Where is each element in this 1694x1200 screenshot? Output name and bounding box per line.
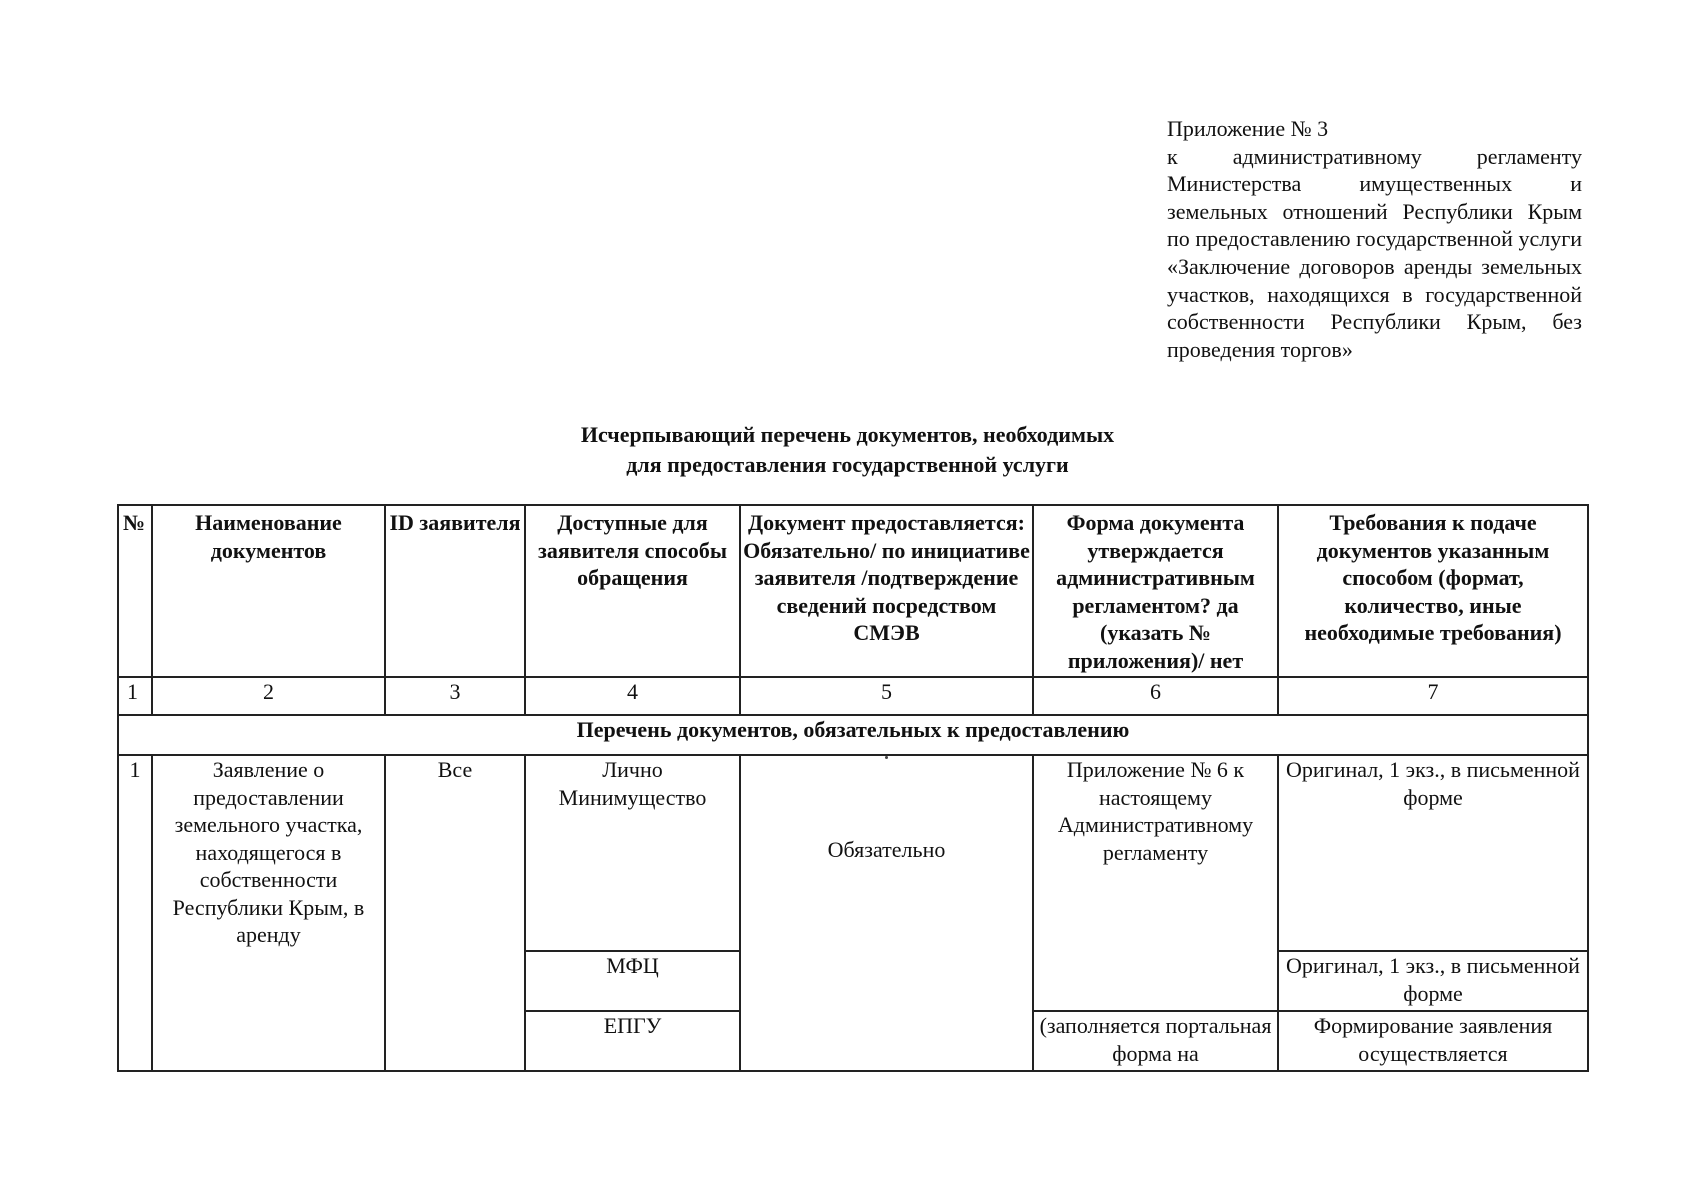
column-number: 5 <box>740 677 1033 715</box>
column-number: 7 <box>1278 677 1588 715</box>
section-title: Перечень документов, обязательных к предоставлению <box>118 715 1588 755</box>
column-number: 6 <box>1033 677 1278 715</box>
document-title <box>440 420 1255 480</box>
annex-title: Приложение № 3 <box>1167 116 1329 141</box>
applicant-id-cell: Все <box>385 755 525 1071</box>
table-header-row <box>118 505 1588 677</box>
table-row <box>118 755 1588 951</box>
provision-cell <box>740 755 1033 1071</box>
header-requirements: Требования к подаче документов указанным способом (формат, количество, иные необходимые требования) <box>1278 505 1588 677</box>
stray-mark <box>885 756 888 759</box>
annex-text: к административному регламенту Министерства имущественных и земельных отношений Республики Крым по предоставлению государственной услуги «Заключение договоров аренды земельных участков, находящихся в государственной собственности Республики Крым, без проведения торгов» <box>1167 143 1582 362</box>
document-name-cell: Заявление о предоставлении земельного участка, находящегося в собственности Республики Крым, в аренду <box>152 755 385 1071</box>
row-number: 1 <box>118 755 152 1071</box>
form-cell: Приложение № 6 к настоящему Административному регламенту <box>1033 755 1278 1011</box>
header-methods: Доступные для заявителя способы обращения <box>525 505 740 677</box>
annex-block <box>1167 115 1582 363</box>
requirements-epgu-cell: Формирование заявления осуществляется <box>1278 1011 1588 1071</box>
column-number: 1 <box>118 677 152 715</box>
method-in-person-cell: Лично Минимущество <box>525 755 740 951</box>
header-form: Форма документа утверждается административным регламентом? да (указать № приложения)/ нет <box>1033 505 1278 677</box>
header-provision: Документ предоставляется: Обязательно/ по инициативе заявителя /подтверждение сведений посредством СМЭВ <box>740 505 1033 677</box>
document-title-line-1: Исчерпывающий перечень документов, необходимых <box>580 422 1115 447</box>
header-applicant-id: ID заявителя <box>385 505 525 677</box>
header-document-name: Наименование документов <box>152 505 385 677</box>
provision-spacer <box>743 756 1030 816</box>
column-number: 4 <box>525 677 740 715</box>
document-title-line-2: для предоставления государственной услуги <box>626 452 1069 477</box>
column-number-row <box>118 677 1588 715</box>
section-row <box>118 715 1588 755</box>
provision-text: Обязательно <box>827 837 946 862</box>
form-epgu-cell: (заполняется портальная форма на <box>1033 1011 1278 1071</box>
requirements-mfc-cell: Оригинал, 1 экз., в письменной форме <box>1278 951 1588 1011</box>
method-mfc-cell: МФЦ <box>525 951 740 1011</box>
column-number: 3 <box>385 677 525 715</box>
requirements-in-person-cell: Оригинал, 1 экз., в письменной форме <box>1278 755 1588 951</box>
column-number: 2 <box>152 677 385 715</box>
method-epgu-cell: ЕПГУ <box>525 1011 740 1071</box>
documents-table <box>117 504 1589 1072</box>
header-number: № <box>118 505 152 677</box>
